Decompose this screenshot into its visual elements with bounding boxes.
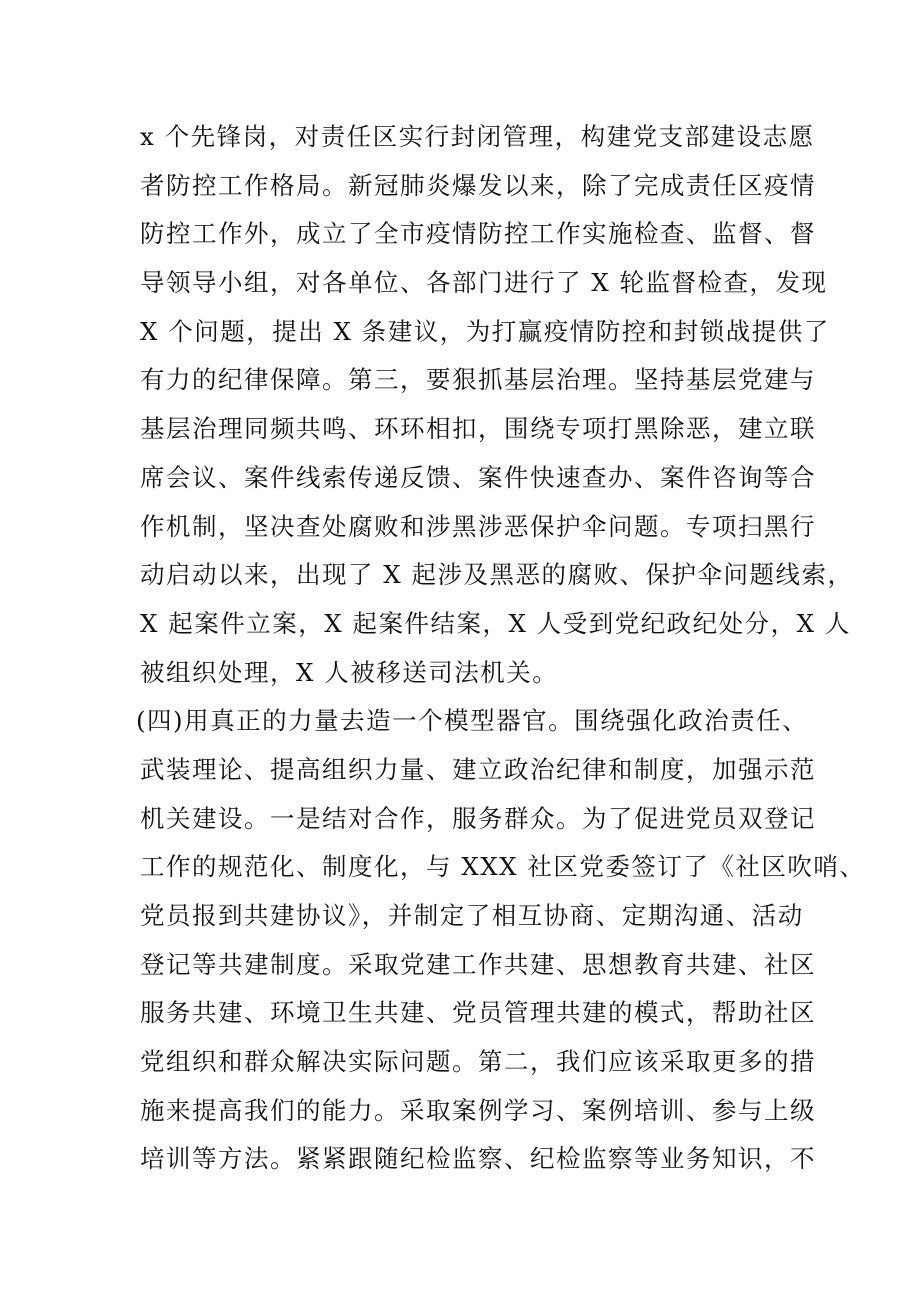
text-line-2: 者防控工作格局。新冠肺炎爆发以来，除了完成责任区疫情 <box>140 170 816 200</box>
text-line-17: 党员报到共建协议》，并制定了相互协商、定期沟通、活动 <box>140 901 804 930</box>
text-line-21: 施来提高我们的能力。采取案例学习、案例培训、参与上级 <box>140 1095 816 1125</box>
text-line-14: 武装理论、提高组织力量、建立政治纪律和制度，加强示范 <box>140 754 816 784</box>
text-line-15: 机关建设。一是结对合作，服务群众。为了促进党员双登记 <box>140 803 816 833</box>
text-line-4: 导领导小组，对各单位、各部门进行了 X 轮监督检查，发现 <box>140 268 828 298</box>
text-line-3: 防控工作外，成立了全市疫情防控工作实施检查、监督、督 <box>140 219 816 249</box>
text-line-18: 登记等共建制度。采取党建工作共建、思想教育共建、社区 <box>140 949 816 979</box>
text-line-5: X 个问题，提出 X 条建议，为打赢疫情防控和封锁战提供了 <box>140 316 830 346</box>
section-heading-line: (四)用真正的力量去造一个模型器官。围绕强化政治责任、 <box>136 706 809 736</box>
text-line-12: 被组织处理，X 人被移送司法机关。 <box>140 657 559 687</box>
text-line-8: 席会议、案件线索传递反馈、案件快速查办、案件咨询等合 <box>140 462 816 492</box>
text-line-19: 服务共建、环境卫生共建、党员管理共建的模式，帮助社区 <box>140 998 816 1028</box>
document-body <box>136 113 866 1184</box>
text-line-22: 培训等方法。紧紧跟随纪检监察、纪检监察等业务知识，不 <box>140 1144 816 1174</box>
text-line-10: 动启动以来，出现了 X 起涉及黑恶的腐败、保护伞问题线索， <box>140 560 854 590</box>
text-line-7: 基层治理同频共鸣、环环相扣，围绕专项打黑除恶，建立联 <box>140 414 816 444</box>
text-line-9: 作机制，坚决查处腐败和涉黑涉恶保护伞问题。专项扫黑行 <box>140 511 816 541</box>
text-line-1: x 个先锋岗，对责任区实行封闭管理，构建党支部建设志愿 <box>140 122 815 151</box>
text-line-16: 工作的规范化、制度化，与 XXX 社区党委签订了《社区吹哨、 <box>140 852 866 882</box>
text-line-11: X 起案件立案，X 起案件结案，X 人受到党纪政纪处分，X 人 <box>140 608 851 638</box>
text-line-20: 党组织和群众解决实际问题。第二，我们应该采取更多的措 <box>140 1047 816 1077</box>
text-line-6: 有力的纪律保障。第三，要狠抓基层治理。坚持基层党建与 <box>140 365 816 395</box>
